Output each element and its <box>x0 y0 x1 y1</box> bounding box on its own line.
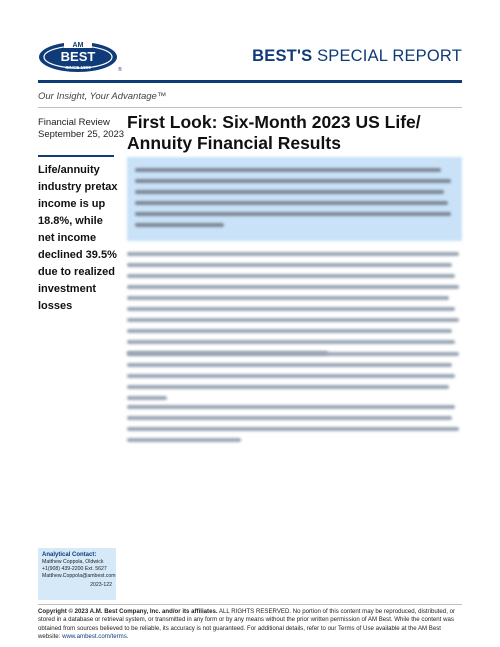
report-title-bold: BEST'S <box>252 47 313 65</box>
report-series-title <box>252 47 462 66</box>
analytical-contact-box <box>38 548 116 600</box>
document-title: First Look: Six-Month 2023 US Life/ Annuity Financial Results <box>127 112 421 153</box>
contact-heading: Analytical Contact: <box>42 552 97 558</box>
footer-end: . <box>126 632 129 640</box>
header-divider <box>38 80 462 83</box>
logo-am-text: AM <box>72 42 84 49</box>
logo-best-text: BEST <box>60 49 96 64</box>
contact-email[interactable]: Matthew.Coppola@ambest.com <box>42 573 116 579</box>
document-date: September 25, 2023 <box>38 129 125 140</box>
copyright-footer <box>38 608 462 641</box>
summary-box-blurred <box>127 157 462 241</box>
contact-phone: +1(908) 439-2200 Ext. 5627 <box>42 566 107 572</box>
body-paragraph-2-blurred <box>127 352 462 407</box>
body-paragraph-1-blurred <box>127 252 462 362</box>
document-meta <box>38 117 124 141</box>
logo-since-text: SINCE 1899 <box>65 65 91 70</box>
contact-name: Matthew Coppola, Oldwick <box>42 559 104 565</box>
terms-link[interactable]: www.ambest.com/terms <box>62 632 127 640</box>
tagline: Our Insight, Your Advantage™ <box>38 91 167 102</box>
rights-text: ALL RIGHTS RESERVED. No portion of this content may be reproduced, distributed, or stored in a database or retrieval system, or transmitted in any form or by any means without the prior written permission of AM Best. While the content was obtained from sources believed to be reliable, its accuracy is not guaranteed. For additional details, refer to our Terms of Use available at the AM Best website: <box>38 608 455 640</box>
logo-registered-mark: ® <box>118 67 122 73</box>
am-best-logo <box>38 38 126 74</box>
tagline-divider <box>38 107 462 108</box>
report-title-light: SPECIAL REPORT <box>312 47 462 65</box>
key-highlight: Life/annuity industry pretax income is up 18.8%, while net income declined 39.5% due to realized investment losses <box>38 164 118 312</box>
document-type: Financial Review <box>38 117 110 128</box>
footer-divider <box>38 604 462 605</box>
report-code: 2023-122 <box>90 582 112 588</box>
copyright-notice: Copyright © 2023 A.M. Best Company, Inc. and/or its affiliates. <box>38 608 218 615</box>
body-paragraph-3-blurred <box>127 405 462 449</box>
sidebar-divider <box>38 155 114 157</box>
report-header <box>0 0 500 80</box>
